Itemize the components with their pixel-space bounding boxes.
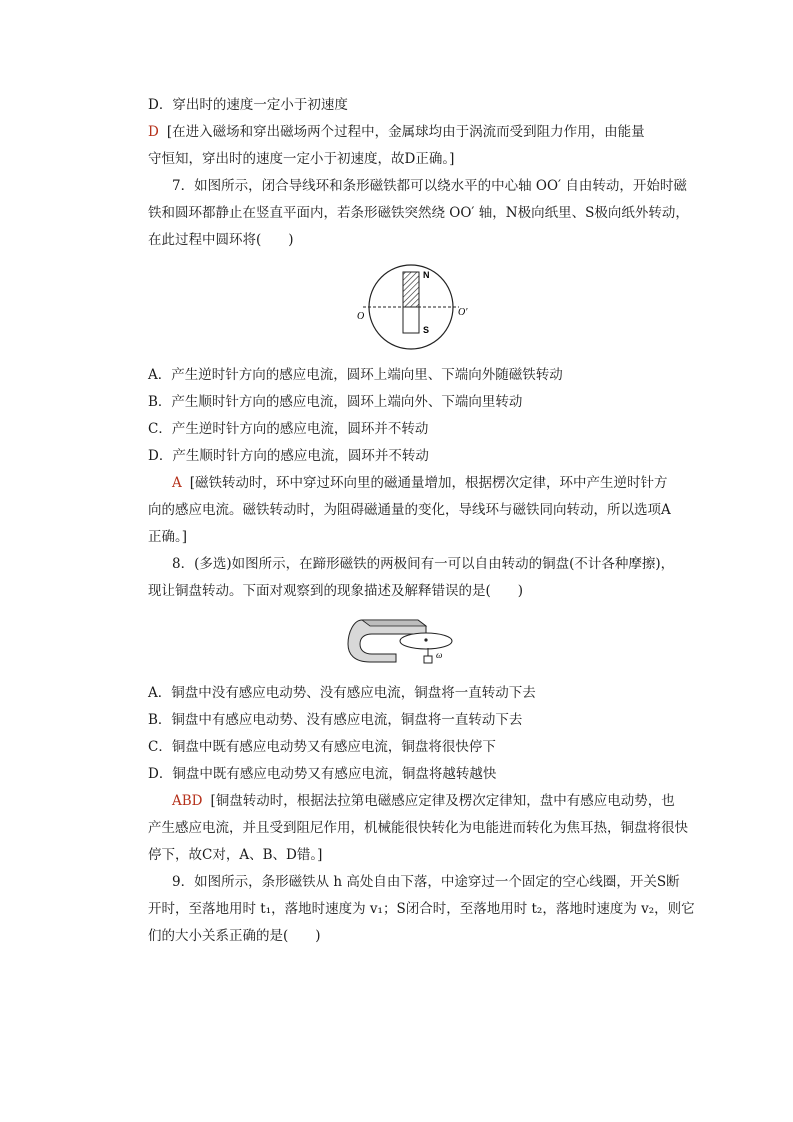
figure-horseshoe-disk <box>340 612 460 672</box>
answer-7 <box>172 474 668 492</box>
omega-label: ω <box>436 650 443 660</box>
answer-text: [在进入磁场和穿出磁场两个过程中，金属球均由于涡流而受到阻力作用，由能量 <box>166 124 645 140</box>
disk-center <box>424 638 427 641</box>
answer-7-cont-2: 正确。] <box>148 529 188 545</box>
answer-letter: ABD <box>172 793 203 809</box>
answer-8-cont-2: 停下，故C对，A、B、D错。] <box>148 847 323 863</box>
question-8-stem-1: 8．(多选)如图所示，在蹄形磁铁的两极间有一可以自由转动的铜盘(不计各种摩擦)， <box>172 556 675 572</box>
answer-6-cont: 守恒知，穿出时的速度一定小于初速度，故D正确。] <box>148 151 455 167</box>
question-8-option-d: D．铜盘中既有感应电动势又有感应电流，铜盘将越转越快 <box>148 766 497 782</box>
question-7-option-c: C．产生逆时针方向的感应电流，圆环并不转动 <box>148 421 429 437</box>
answer-8-cont-1: 产生感应电流，并且受到阻尼作用，机械能很快转化为电能进而转化为焦耳热，铜盘将很快 <box>148 820 688 836</box>
question-8-option-a: A．铜盘中没有感应电动势、没有感应电流，铜盘将一直转动下去 <box>148 685 536 701</box>
question-7-stem-3: 在此过程中圆环将( ) <box>148 232 294 248</box>
question-8-option-b: B．铜盘中有感应电动势、没有感应电流，铜盘将一直转动下去 <box>148 712 523 728</box>
axis-right-label: O′ <box>458 307 468 318</box>
bar-magnet-south <box>403 307 419 333</box>
answer-6 <box>148 123 645 141</box>
answer-text: [磁铁转动时，环中穿过环向里的磁通量增加，根据楞次定律，环中产生逆时针方 <box>189 475 668 491</box>
answer-text: [铜盘转动时，根据法拉第电磁感应定律及楞次定律知，盘中有感应电动势，也 <box>210 793 675 809</box>
bar-magnet-north <box>403 272 419 307</box>
question-8-option-c: C．铜盘中既有感应电动势又有感应电流，铜盘将很快停下 <box>148 739 496 755</box>
magnet-top-face <box>362 620 426 626</box>
question-7-option-b: B．产生顺时针方向的感应电流，圆环上端向外、下端向里转动 <box>148 394 523 410</box>
question-7-stem-1: 7．如图所示，闭合导线环和条形磁铁都可以绕水平的中心轴 OO′ 自由转动，开始时磁 <box>172 178 687 194</box>
question-9-stem-1: 9．如图所示，条形磁铁从 h 高处自由下落，中途穿过一个固定的空心线圈，开关S断 <box>172 874 680 890</box>
question-8-stem-2: 现让铜盘转动。下面对观察到的现象描述及解释错误的是( ) <box>148 583 524 599</box>
answer-letter: D <box>148 124 159 140</box>
axis-left-label: O <box>357 311 365 322</box>
question-7-option-a: A．产生逆时针方向的感应电流，圆环上端向里、下端向外随磁铁转动 <box>148 367 563 383</box>
answer-7-cont-1: 向的感应电流。磁铁转动时，为阻碍磁通量的变化，导线环与磁铁同向转动，所以选项A <box>148 502 671 518</box>
answer-8 <box>172 792 675 810</box>
shaft-base <box>424 656 432 663</box>
question-7-stem-2: 铁和圆环都静止在竖直平面内，若条形磁铁突然绕 OO′ 轴，N极向纸里、S极向纸外转动， <box>148 205 689 221</box>
line-option-d6: D．穿出时的速度一定小于初速度 <box>148 97 348 113</box>
question-9-stem-3: 们的大小关系正确的是( ) <box>148 928 321 944</box>
north-label: N <box>423 270 430 280</box>
question-7-option-d: D．产生顺时针方向的感应电流，圆环并不转动 <box>148 448 429 464</box>
figure-ring-magnet <box>355 260 475 350</box>
south-label: S <box>423 325 430 335</box>
question-9-stem-2: 开时，至落地用时 t₁，落地时速度为 v₁；S闭合时，至落地用时 t₂，落地时速度为 v₂，则它 <box>148 901 695 917</box>
answer-letter: A <box>172 475 182 491</box>
